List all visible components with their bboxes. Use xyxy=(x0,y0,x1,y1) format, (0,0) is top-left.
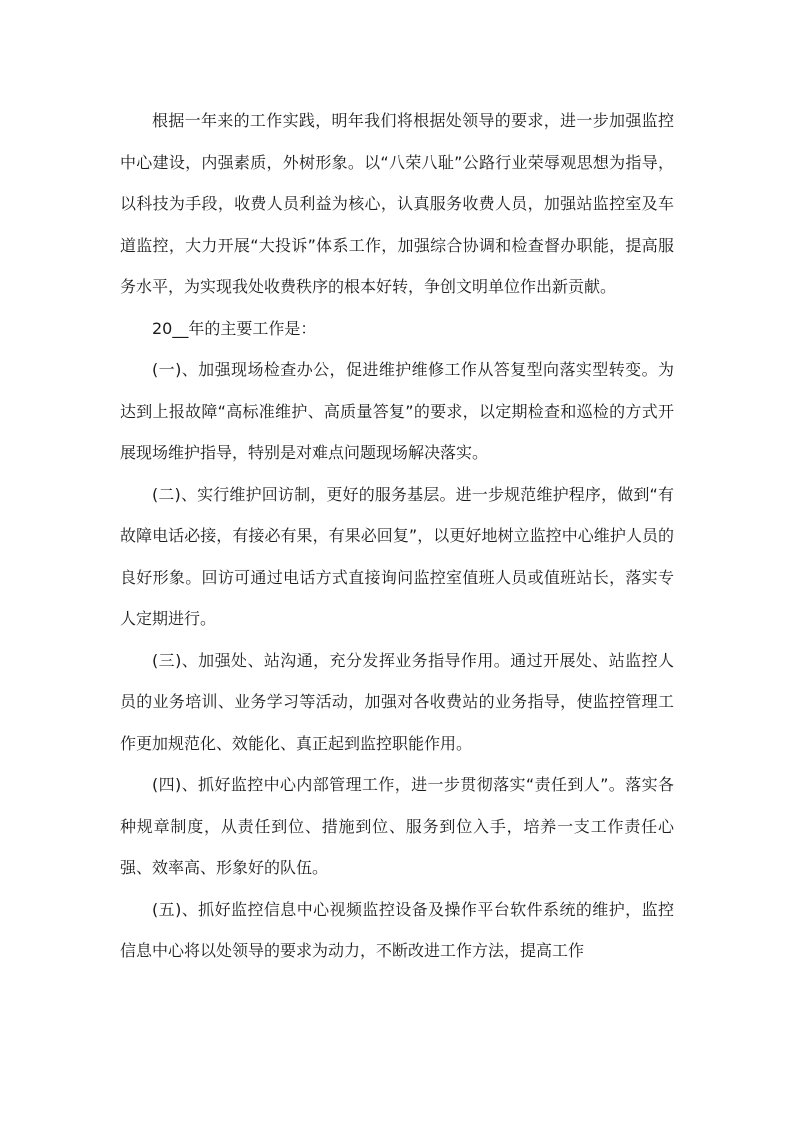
paragraph-main-work-heading: 20__年的主要工作是： xyxy=(152,318,317,338)
document-body xyxy=(120,100,674,972)
paragraph-item-4: (四)、抓好监控中心内部管理工作，进一步贯彻落实“责任到人”。落实各种规章制度，从责任到位、措施到位、服务到位入手，培养一支工作责任心强、效率高、形象好的队伍。 xyxy=(120,775,674,877)
paragraph-item-2: (二)、实行维护回访制，更好的服务基层。进一步规范维护程序，做到“有故障电话必接，有接必有果，有果必回复”，以更好地树立监控中心维护人员的良好形象。回访可通过电话方式直接询问监控室值班人员或值班站长，落实专人定期进行。 xyxy=(120,484,674,628)
paragraph-item-1: (一)、加强现场检查办公，促进维护维修工作从答复型向落实型转变。为达到上报故障“高标准维护、高质量答复”的要求，以定期检查和巡检的方式开展现场维护指导，特别是对难点问题现场解决落实。 xyxy=(120,360,674,462)
paragraph-item-3: (三)、加强处、站沟通，充分发挥业务指导作用。通过开展处、站监控人员的业务培训、业务学习等活动，加强对各收费站的业务指导，使监控管理工作更加规范化、效能化、真正起到监控职能作用。 xyxy=(120,650,674,753)
paragraph-intro: 根据一年来的工作实践，明年我们将根据处领导的要求，进一步加强监控中心建设，内强素质，外树形象。以“八荣八耻”公路行业荣辱观思想为指导，以科技为手段，收费人员利益为核心，认真服务收费人员，加强站监控室及车道监控，大力开展“大投诉”体系工作，加强综合协调和检查督办职能，提高服务水平，为实现我处收费秩序的根本好转，争创文明单位作出新贡献。 xyxy=(120,111,674,296)
paragraph-item-5: (五)、抓好监控信息中心视频监控设备及操作平台软件系统的维护，监控信息中心将以处领导的要求为动力，不断改进工作方法，提高工作 xyxy=(120,899,674,960)
